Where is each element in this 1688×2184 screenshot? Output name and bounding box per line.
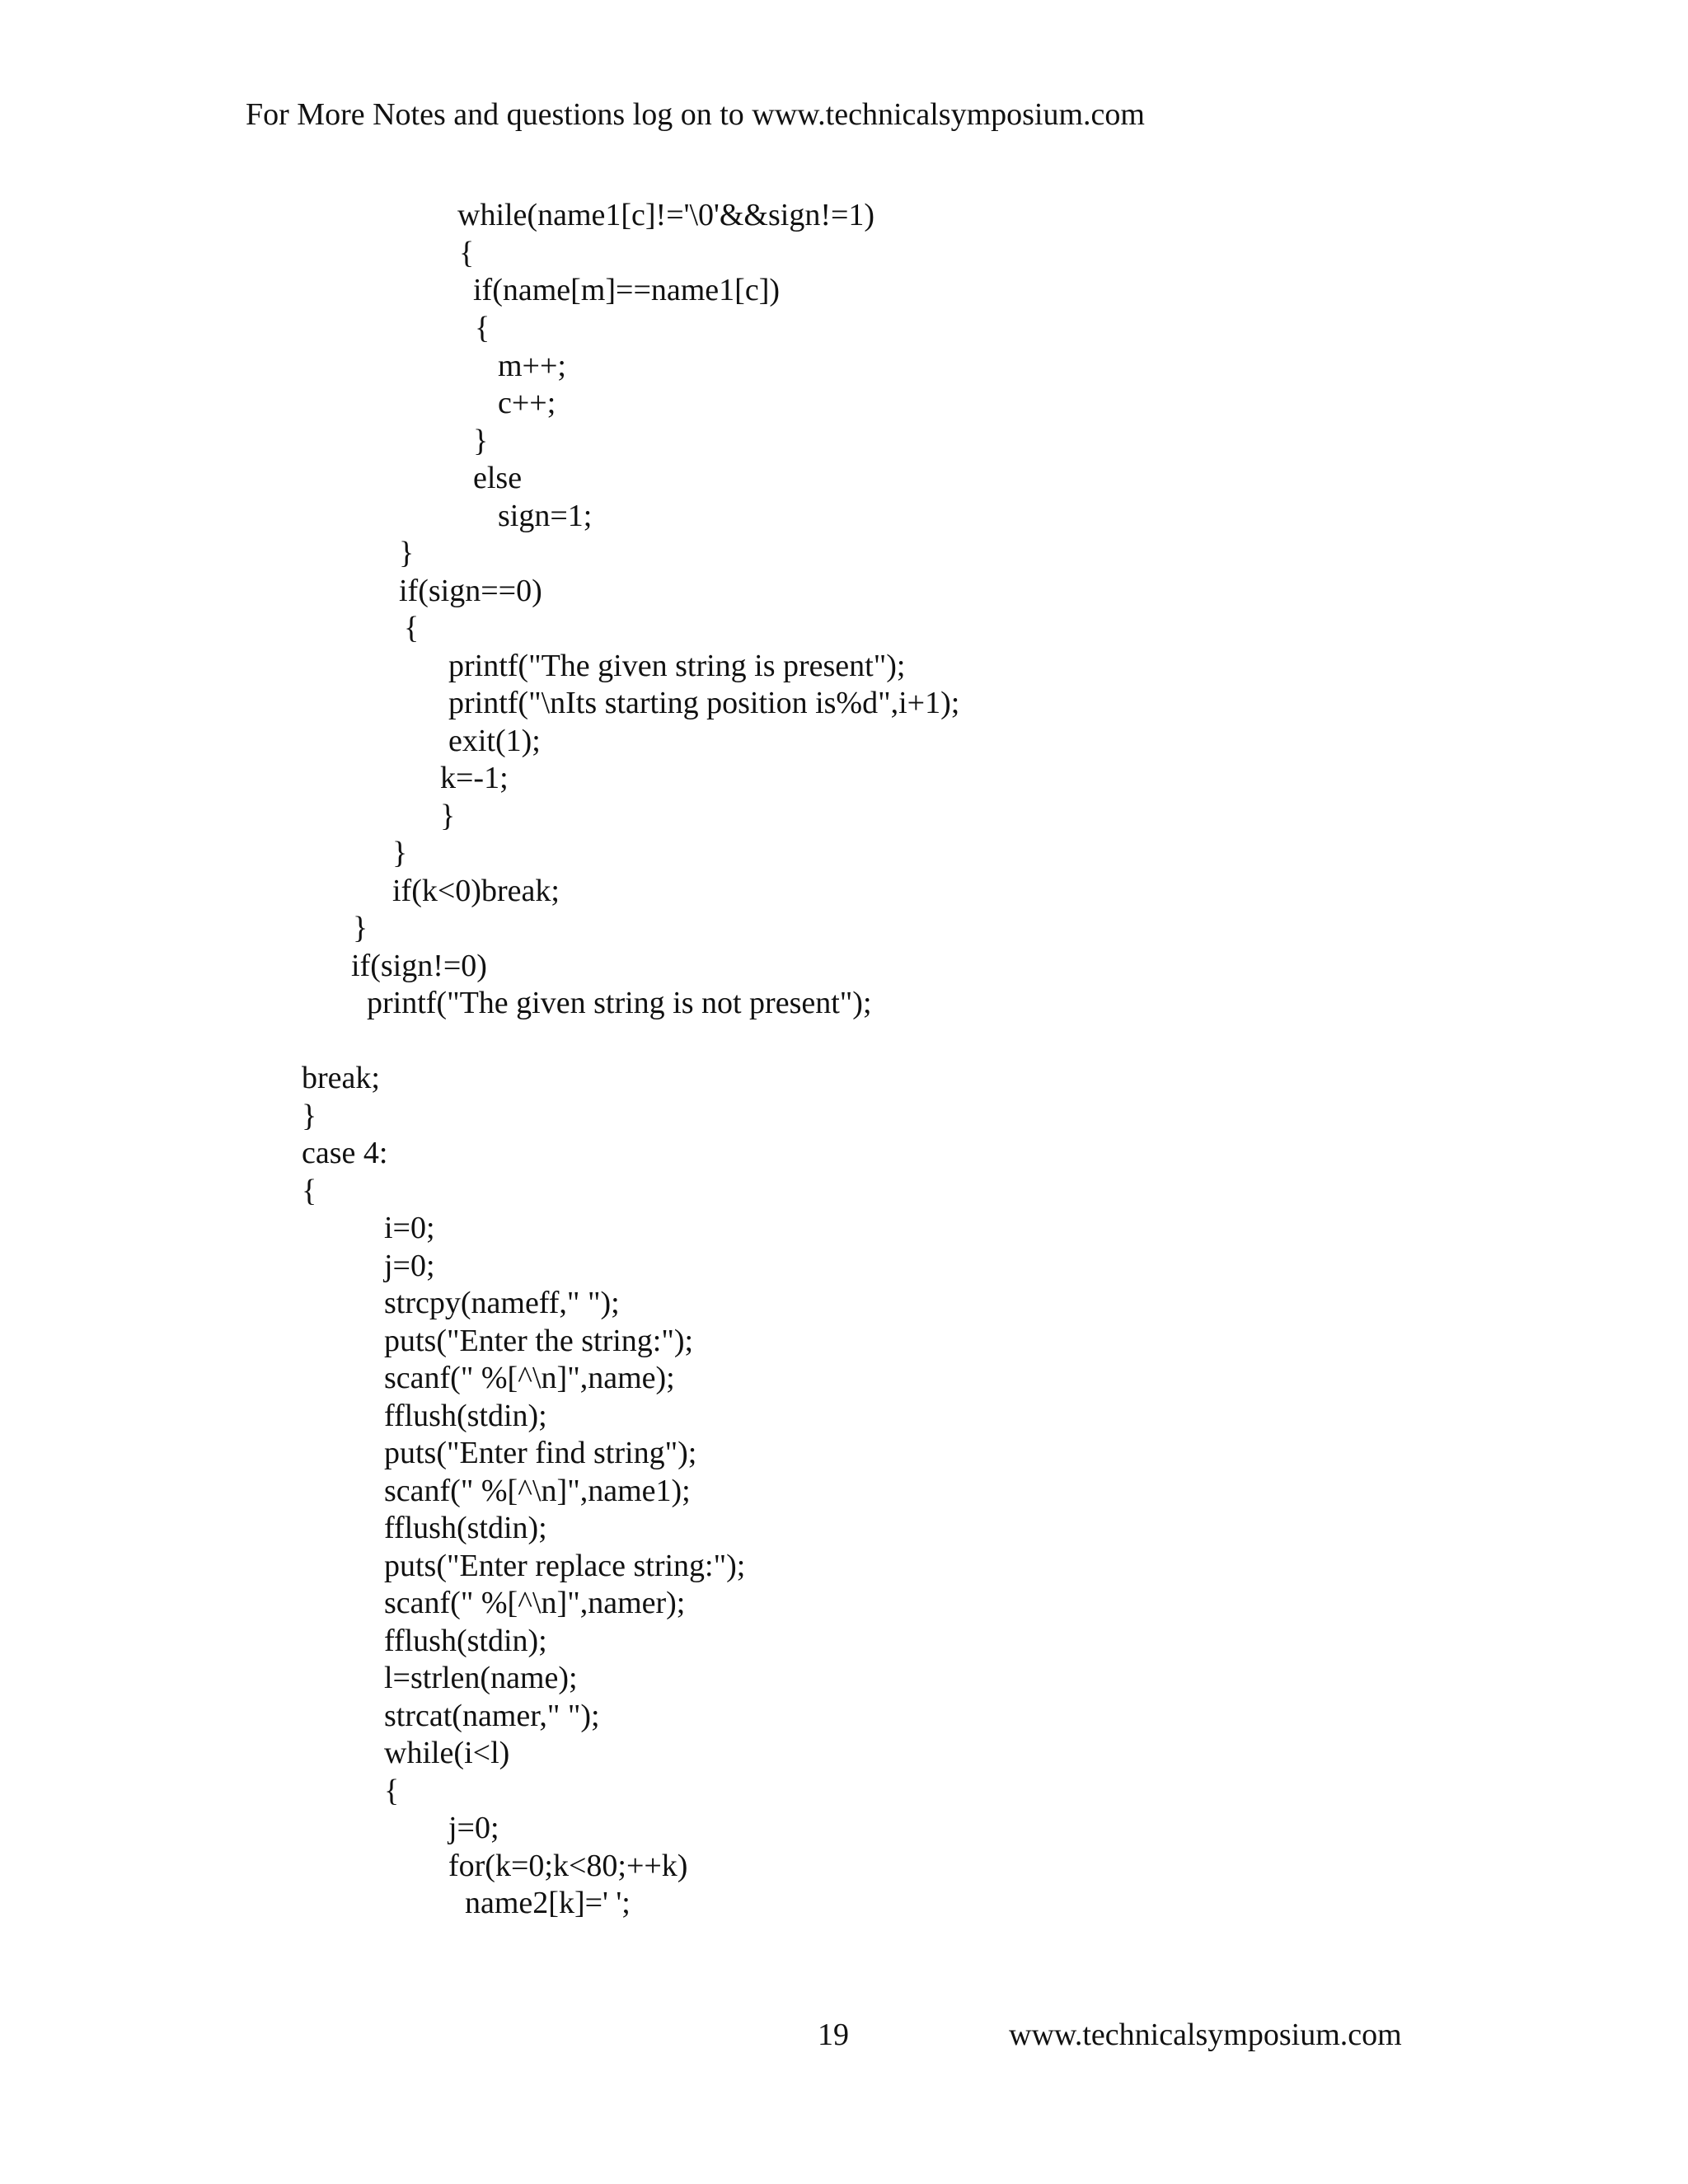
code-line: scanf(" %[^\n]",namer); — [384, 1586, 686, 1620]
code-line: sign=1; — [498, 499, 593, 533]
code-line: } — [353, 911, 368, 945]
code-line: while(name1[c]!='\0'&&sign!=1) — [457, 198, 875, 232]
code-line: printf("The given string is not present"); — [367, 986, 872, 1020]
code-line: i=0; — [384, 1211, 435, 1245]
code-line: { — [404, 611, 420, 645]
page-number: 19 — [818, 2018, 849, 2052]
code-line: case 4: — [302, 1136, 388, 1170]
code-line: puts("Enter find string"); — [384, 1436, 697, 1470]
code-line: exit(1); — [448, 724, 541, 758]
code-line: if(sign!=0) — [351, 949, 487, 983]
code-line: printf("\nIts starting position is%d",i+1); — [448, 686, 960, 720]
code-line: fflush(stdin); — [384, 1624, 547, 1658]
code-line: l=strlen(name); — [384, 1661, 578, 1695]
code-line: } — [399, 536, 415, 570]
code-line: } — [473, 424, 489, 458]
code-line: } — [440, 799, 456, 833]
code-line: if(k<0)break; — [392, 874, 560, 908]
code-line: scanf(" %[^\n]",name); — [384, 1361, 675, 1395]
code-line: puts("Enter the string:"); — [384, 1324, 694, 1358]
code-line: c++; — [498, 386, 556, 420]
code-line: puts("Enter replace string:"); — [384, 1549, 746, 1583]
code-line: name2[k]=' '; — [465, 1886, 631, 1920]
code-line: { — [475, 311, 490, 345]
code-line: { — [302, 1174, 317, 1208]
code-line: strcpy(nameff," "); — [384, 1286, 620, 1320]
footer-site-link: www.technicalsymposium.com — [1009, 2018, 1402, 2052]
code-line: fflush(stdin); — [384, 1399, 547, 1433]
code-line: while(i<l) — [384, 1736, 510, 1770]
code-line: printf("The given string is present"); — [448, 649, 906, 683]
code-line: { — [384, 1774, 400, 1808]
code-line: break; — [302, 1061, 380, 1095]
code-line: if(name[m]==name1[c]) — [473, 273, 781, 307]
code-line: for(k=0;k<80;++k) — [448, 1849, 688, 1883]
code-line: { — [459, 236, 475, 270]
code-line: fflush(stdin); — [384, 1511, 547, 1545]
code-line: strcat(namer," "); — [384, 1699, 600, 1733]
code-line: } — [392, 836, 408, 870]
code-line: } — [302, 1099, 317, 1133]
code-line: k=-1; — [440, 761, 509, 795]
code-line: else — [473, 461, 523, 495]
code-line: j=0; — [384, 1249, 435, 1283]
code-line: j=0; — [448, 1811, 499, 1845]
code-line: m++; — [498, 349, 566, 383]
code-line: if(sign==0) — [399, 574, 542, 608]
page-header: For More Notes and questions log on to www.technicalsymposium.com — [246, 97, 1145, 132]
code-line: scanf(" %[^\n]",name1); — [384, 1474, 691, 1508]
